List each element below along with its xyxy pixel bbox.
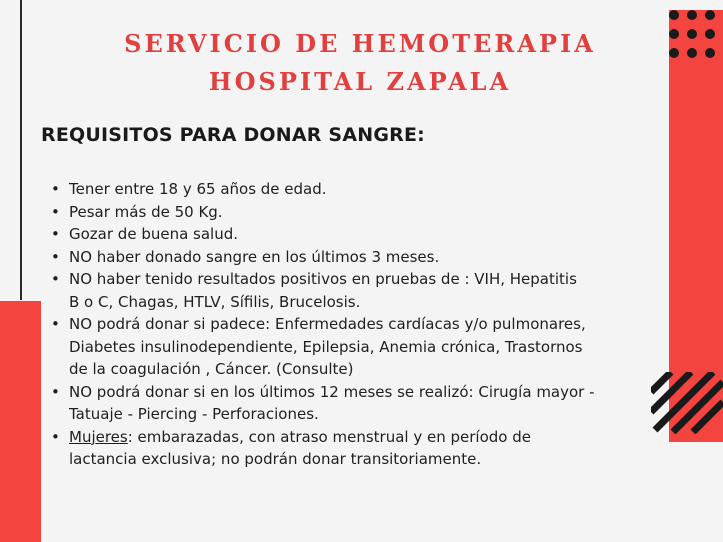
list-item <box>50 426 670 471</box>
list-item-line: • Gozar de buena salud. <box>69 225 239 243</box>
title-line-2: HOSPITAL ZAPALA <box>208 67 512 96</box>
left-accent-block <box>0 301 41 542</box>
list-item-line: • NO podrá donar si en los últimos 12 meses se realizó: Cirugía mayor - <box>69 382 595 401</box>
list-item <box>50 268 670 313</box>
left-vertical-line <box>20 0 22 300</box>
mujeres-label: Mujeres <box>69 427 128 446</box>
list-item-line: Tatuaje - Piercing - Perforaciones. <box>69 405 319 423</box>
title-line-1: SERVICIO DE HEMOTERAPIA <box>124 29 596 58</box>
list-item-line: de la coagulación , Cáncer. (Consulte) <box>69 360 354 378</box>
list-item-line: Diabetes insulinodependiente, Epilepsia, Anemia crónica, Trastornos <box>69 337 583 356</box>
list-item-line: • NO haber tenido resultados positivos en pruebas de : VIH, Hepatitis <box>69 270 577 288</box>
requirements-list <box>50 178 670 471</box>
list-item <box>50 381 670 426</box>
list-item-line: lactancia exclusiva; no podrán donar transitoriamente. <box>69 450 482 468</box>
section-heading: REQUISITOS PARA DONAR SANGRE: <box>41 124 425 146</box>
list-item-line: B o C, Chagas, HTLV, Sífilis, Brucelosis. <box>69 292 361 311</box>
list-item-line: • Pesar más de 50 Kg. <box>69 202 223 221</box>
list-item <box>50 178 670 201</box>
list-item <box>50 201 670 224</box>
list-item-line: • NO podrá donar si padece: Enfermedades cardíacas y/o pulmonares, <box>69 315 586 333</box>
list-item <box>50 246 670 269</box>
list-item <box>50 223 670 246</box>
page-title <box>100 25 620 101</box>
list-item-line: • NO haber donado sangre en los últimos 3 meses. <box>69 247 440 266</box>
mujeres-text: : embarazadas, con atraso menstrual y en período de <box>127 427 531 446</box>
list-item <box>50 313 670 381</box>
list-item-line <box>69 426 670 449</box>
dots-pattern <box>669 10 723 60</box>
list-item-line: • Tener entre 18 y 65 años de edad. <box>69 180 327 198</box>
